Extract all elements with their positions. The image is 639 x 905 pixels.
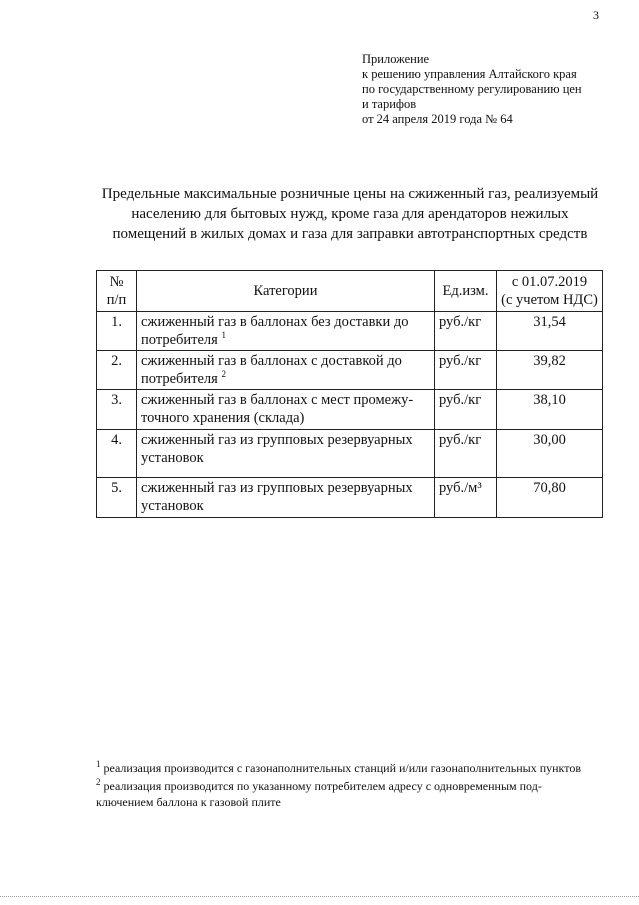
title-line: Предельные максимальные розничные цены на сжиженный газ, реализуемый (101, 186, 599, 202)
table-row (97, 390, 603, 430)
row-unit: руб./кг (435, 351, 497, 390)
row-category: сжиженный газ из групповых резервуарных установок (137, 430, 435, 478)
footnote-mark: 2 (96, 777, 101, 787)
footnote-text: реализация производится с газонаполнительных станций и/или газонаполнительных пунктов (100, 761, 581, 775)
table-row (97, 478, 603, 518)
header-unit: Ед.изм. (435, 271, 497, 312)
appendix-line: к решению управления Алтайского края (362, 67, 577, 81)
footnote-mark: 1 (96, 759, 101, 769)
header-price: с 01.07.2019 (с учетом НДС) (497, 271, 603, 312)
row-price: 39,82 (497, 351, 603, 390)
appendix-line: от 24 апреля 2019 года № 64 (362, 112, 513, 126)
appendix-line: и тарифов (362, 97, 417, 111)
row-price: 70,80 (497, 478, 603, 518)
appendix-line: Приложение (362, 52, 430, 66)
row-number: 5. (97, 478, 137, 518)
row-unit: руб./кг (435, 430, 497, 478)
table-header-row (97, 271, 603, 312)
row-number: 3. (97, 390, 137, 430)
row-number: 4. (97, 430, 137, 478)
table-row (97, 351, 603, 390)
price-table (96, 270, 603, 518)
appendix-block (362, 52, 602, 127)
row-category: сжиженный газ из групповых резервуарных установок (137, 478, 435, 518)
row-number: 2. (97, 351, 137, 390)
row-category: сжиженный газ в баллонах без доставки до потребителя $^1$ (137, 312, 435, 351)
scan-edge-divider (0, 896, 639, 897)
row-price: 31,54 (497, 312, 603, 351)
footnote (96, 760, 596, 776)
table-row (97, 312, 603, 351)
row-category: сжиженный газ в баллонах с доставкой до потребителя $^2$ (137, 351, 435, 390)
title-line: населению для бытовых нужд, кроме газа для арендаторов нежилых (131, 206, 569, 222)
row-number: 1. (97, 312, 137, 351)
table-row (97, 430, 603, 478)
row-price: 30,00 (497, 430, 603, 478)
row-price: 38,10 (497, 390, 603, 430)
row-unit: руб./м³ (435, 478, 497, 518)
footnote-mark: 1 (221, 330, 226, 341)
page-number: 3 (593, 8, 599, 22)
header-num: № п/п (97, 271, 137, 312)
footnote-mark: 2 (221, 369, 226, 380)
header-category: Категории (137, 271, 435, 312)
row-unit: руб./кг (435, 390, 497, 430)
footnote-text: реализация производится по указанному потребителем адресу с одновременным под-ключением баллона к газовой плите (96, 779, 542, 809)
footnote (96, 778, 596, 810)
footnotes (96, 760, 596, 812)
row-unit: руб./кг (435, 312, 497, 351)
appendix-line: по государственному регулированию цен (362, 82, 582, 96)
title-line: помещений в жилых домах и газа для заправки автотранспортных средств (112, 226, 588, 242)
row-category: сжиженный газ в баллонах с мест промежу-точного хранения (склада) (137, 390, 435, 430)
document-title (60, 184, 639, 244)
